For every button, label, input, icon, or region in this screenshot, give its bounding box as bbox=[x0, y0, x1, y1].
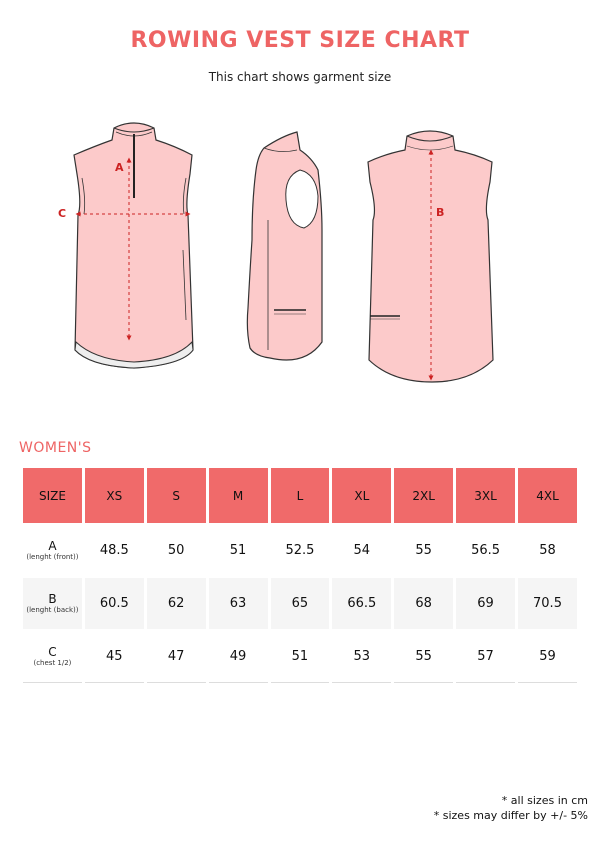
table-cell: 51 bbox=[271, 631, 330, 683]
row-label-letter: B bbox=[48, 591, 57, 606]
table-cell: 60.5 bbox=[85, 578, 144, 629]
vest-side-view bbox=[247, 132, 322, 360]
section-title-womens: WOMEN'S bbox=[19, 440, 92, 456]
table-cell: 49 bbox=[209, 631, 268, 683]
row-label-desc: (chest 1/2) bbox=[33, 658, 72, 667]
table-cell: 66.5 bbox=[332, 578, 391, 629]
vest-back-view bbox=[368, 131, 493, 382]
table-cell: 55 bbox=[394, 631, 453, 683]
row-label-desc: (lenght (front)) bbox=[26, 552, 79, 561]
label-c: C bbox=[58, 207, 67, 220]
table-cell: 53 bbox=[332, 631, 391, 683]
table-cell: 51 bbox=[209, 525, 268, 576]
header-size: 4XL bbox=[518, 468, 577, 523]
table-cell: 55 bbox=[394, 525, 453, 576]
table-cell: 48.5 bbox=[85, 525, 144, 576]
row-label-letter: C bbox=[48, 644, 57, 659]
table-cell: 57 bbox=[456, 631, 515, 683]
vest-front-view bbox=[58, 123, 193, 368]
table-header-row bbox=[23, 468, 577, 523]
header-size: 2XL bbox=[394, 468, 453, 523]
table-row-a bbox=[23, 525, 577, 576]
table-cell: 52.5 bbox=[271, 525, 330, 576]
table-cell: 63 bbox=[209, 578, 268, 629]
table-row-b bbox=[23, 578, 577, 629]
label-b: B bbox=[436, 206, 445, 219]
table-cell: 50 bbox=[147, 525, 206, 576]
page-subtitle: This chart shows garment size bbox=[208, 70, 392, 84]
table-cell: 70.5 bbox=[518, 578, 577, 629]
header-size: S bbox=[147, 468, 206, 523]
row-label bbox=[23, 525, 82, 576]
header-size: XS bbox=[85, 468, 144, 523]
footnote-units: * all sizes in cm bbox=[501, 794, 588, 807]
table-cell: 47 bbox=[147, 631, 206, 683]
label-a: A bbox=[115, 161, 124, 174]
vest-illustration bbox=[0, 110, 600, 400]
table-cell: 56.5 bbox=[456, 525, 515, 576]
header-size: 3XL bbox=[456, 468, 515, 523]
footnotes bbox=[434, 793, 588, 823]
table-cell: 65 bbox=[271, 578, 330, 629]
row-label bbox=[23, 631, 82, 683]
table-cell: 58 bbox=[518, 525, 577, 576]
table-cell: 68 bbox=[394, 578, 453, 629]
table-cell: 45 bbox=[85, 631, 144, 683]
row-label-letter: A bbox=[48, 538, 57, 553]
footnote-tolerance: * sizes may differ by +/- 5% bbox=[433, 809, 588, 822]
page-title: ROWING VEST SIZE CHART bbox=[130, 28, 470, 53]
row-label bbox=[23, 578, 82, 629]
table-row-c bbox=[23, 631, 577, 683]
table-cell: 59 bbox=[518, 631, 577, 683]
row-label-desc: (lenght (back)) bbox=[26, 605, 79, 614]
header-size: L bbox=[271, 468, 330, 523]
table-cell: 54 bbox=[332, 525, 391, 576]
header-size: XL bbox=[332, 468, 391, 523]
header-size-label: SIZE bbox=[23, 468, 82, 523]
table-cell: 62 bbox=[147, 578, 206, 629]
table-cell: 69 bbox=[456, 578, 515, 629]
header-size: M bbox=[209, 468, 268, 523]
size-chart-table bbox=[20, 466, 580, 685]
